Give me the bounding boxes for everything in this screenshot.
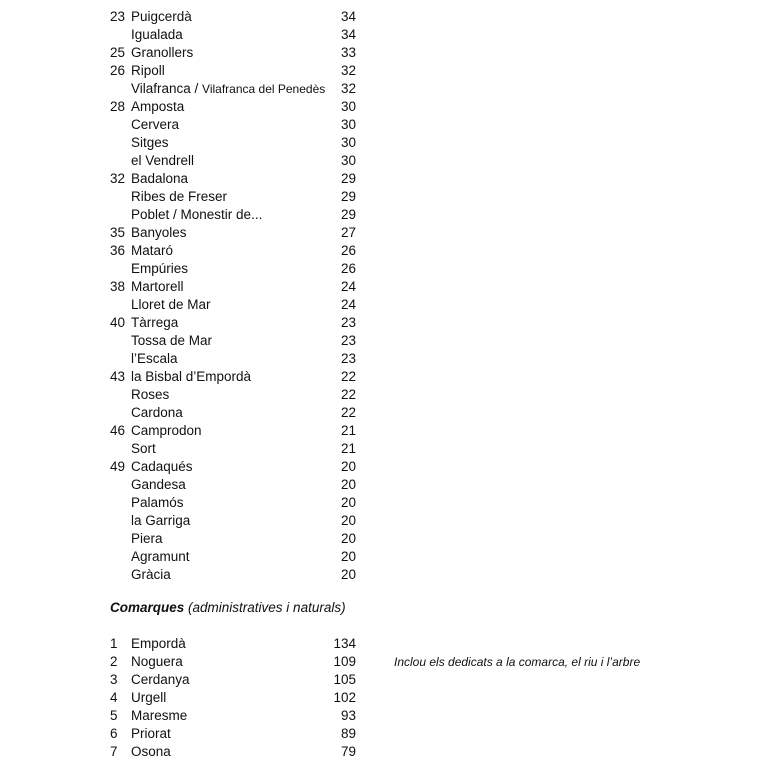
comarca-name: Empordà bbox=[131, 636, 186, 651]
rank: 25 bbox=[110, 45, 126, 60]
count: 29 bbox=[340, 171, 356, 186]
count: 32 bbox=[340, 81, 356, 96]
rank: 5 bbox=[110, 708, 118, 723]
count: 23 bbox=[340, 315, 356, 330]
count: 24 bbox=[340, 279, 356, 294]
list-item bbox=[0, 635, 783, 653]
rank: 32 bbox=[110, 171, 126, 186]
rank: 23 bbox=[110, 9, 126, 24]
town-name: la Bisbal d’Empordà bbox=[131, 369, 252, 384]
list-item bbox=[0, 44, 783, 62]
count: 34 bbox=[340, 9, 356, 24]
count: 22 bbox=[340, 405, 356, 420]
list-item bbox=[0, 26, 783, 44]
town-name: Ripoll bbox=[131, 63, 165, 78]
comarca-name: Cerdanya bbox=[131, 672, 190, 687]
rank: 28 bbox=[110, 99, 126, 114]
town-name: Igualada bbox=[131, 27, 183, 42]
rank: 35 bbox=[110, 225, 126, 240]
count: 134 bbox=[333, 636, 356, 651]
town-name: Lloret de Mar bbox=[131, 297, 211, 312]
town-name: Sort bbox=[131, 441, 156, 456]
town-name: el Vendrell bbox=[131, 153, 195, 168]
list-item bbox=[0, 98, 783, 116]
comarca-name: Maresme bbox=[131, 708, 188, 723]
comarca-name: Urgell bbox=[131, 690, 167, 705]
count: 29 bbox=[340, 207, 356, 222]
town-name: Puigcerdà bbox=[131, 9, 192, 24]
town-name: Piera bbox=[131, 531, 163, 546]
list-item bbox=[0, 494, 783, 512]
count: 32 bbox=[340, 63, 356, 78]
list-item bbox=[0, 404, 783, 422]
town-name: Granollers bbox=[131, 45, 194, 60]
comarca-name: Noguera bbox=[131, 654, 183, 669]
list-item bbox=[0, 242, 783, 260]
town-name: Banyoles bbox=[131, 225, 187, 240]
rank: 26 bbox=[110, 63, 126, 78]
count: 22 bbox=[340, 369, 356, 384]
rank: 43 bbox=[110, 369, 126, 384]
count: 26 bbox=[340, 243, 356, 258]
town-name: Tossa de Mar bbox=[131, 333, 213, 348]
comarca-name: Osona bbox=[131, 744, 171, 759]
count: 20 bbox=[340, 513, 356, 528]
count: 89 bbox=[340, 726, 356, 741]
rank: 6 bbox=[110, 726, 118, 741]
town-name: Palamós bbox=[131, 495, 184, 510]
list-item bbox=[0, 332, 783, 350]
list-item bbox=[0, 152, 783, 170]
list-item bbox=[0, 224, 783, 242]
count: 20 bbox=[340, 531, 356, 546]
count: 30 bbox=[340, 117, 356, 132]
list-item bbox=[0, 566, 783, 584]
list-item bbox=[0, 725, 783, 743]
list-item bbox=[0, 458, 783, 476]
town-name: Tàrrega bbox=[131, 315, 179, 330]
count: 20 bbox=[340, 477, 356, 492]
rank: 46 bbox=[110, 423, 126, 438]
town-name: Gràcia bbox=[131, 567, 171, 582]
list-item bbox=[0, 707, 783, 725]
town-name: Sitges bbox=[131, 135, 169, 150]
list-item bbox=[0, 671, 783, 689]
section-heading: Comarques (administratives i naturals) bbox=[110, 600, 346, 615]
count: 23 bbox=[340, 351, 356, 366]
comarca-name: Priorat bbox=[131, 726, 171, 741]
count: 20 bbox=[340, 459, 356, 474]
count: 34 bbox=[340, 27, 356, 42]
count: 20 bbox=[340, 549, 356, 564]
list-item bbox=[0, 743, 783, 761]
count: 93 bbox=[340, 708, 356, 723]
town-name: Cadaqués bbox=[131, 459, 193, 474]
list-item bbox=[0, 62, 783, 80]
list-item bbox=[0, 260, 783, 278]
count: 24 bbox=[340, 297, 356, 312]
town-name: Vilafranca / Vilafranca del Penedès bbox=[131, 81, 326, 96]
town-name: l’Escala bbox=[131, 351, 178, 366]
town-name: Poblet / Monestir de... bbox=[131, 207, 263, 222]
count: 21 bbox=[340, 423, 356, 438]
town-name: la Garriga bbox=[131, 513, 191, 528]
list-item bbox=[0, 422, 783, 440]
count: 33 bbox=[340, 45, 356, 60]
town-name: Cardona bbox=[131, 405, 183, 420]
list-item bbox=[0, 653, 783, 671]
count: 20 bbox=[340, 567, 356, 582]
rank: 4 bbox=[110, 690, 118, 705]
list-item bbox=[0, 368, 783, 386]
town-name: Agramunt bbox=[131, 549, 190, 564]
count: 105 bbox=[333, 672, 356, 687]
rank: 36 bbox=[110, 243, 126, 258]
rank: 40 bbox=[110, 315, 126, 330]
list-item bbox=[0, 134, 783, 152]
town-name: Martorell bbox=[131, 279, 184, 294]
list-item bbox=[0, 512, 783, 530]
rank: 7 bbox=[110, 744, 118, 759]
list-item bbox=[0, 206, 783, 224]
town-name: Badalona bbox=[131, 171, 189, 186]
town-name: Mataró bbox=[131, 243, 174, 258]
list-item bbox=[0, 8, 783, 26]
town-name: Ribes de Freser bbox=[131, 189, 228, 204]
rank: 1 bbox=[110, 636, 118, 651]
town-name: Cervera bbox=[131, 117, 180, 132]
town-name: Amposta bbox=[131, 99, 185, 114]
list-item bbox=[0, 476, 783, 494]
count: 30 bbox=[340, 135, 356, 150]
list-item bbox=[0, 188, 783, 206]
count: 26 bbox=[340, 261, 356, 276]
count: 30 bbox=[340, 153, 356, 168]
list-item bbox=[0, 278, 783, 296]
list-item bbox=[0, 386, 783, 404]
town-name: Gandesa bbox=[131, 477, 186, 492]
count: 30 bbox=[340, 99, 356, 114]
list-item bbox=[0, 314, 783, 332]
count: 20 bbox=[340, 495, 356, 510]
list-item bbox=[0, 440, 783, 458]
rank: 3 bbox=[110, 672, 118, 687]
rank: 49 bbox=[110, 459, 126, 474]
note: Inclou els dedicats a la comarca, el riu i l’arbre bbox=[394, 655, 641, 669]
list-item bbox=[0, 689, 783, 707]
rank: 2 bbox=[110, 654, 118, 669]
town-name: Empúries bbox=[131, 261, 189, 276]
count: 29 bbox=[340, 189, 356, 204]
town-name: Roses bbox=[131, 387, 170, 402]
list-item bbox=[0, 170, 783, 188]
list-item bbox=[0, 80, 783, 98]
count: 102 bbox=[333, 690, 356, 705]
count: 22 bbox=[340, 387, 356, 402]
count: 23 bbox=[340, 333, 356, 348]
count: 27 bbox=[340, 225, 356, 240]
count: 79 bbox=[340, 744, 356, 759]
list-item bbox=[0, 296, 783, 314]
town-name: Camprodon bbox=[131, 423, 202, 438]
rank: 38 bbox=[110, 279, 126, 294]
list-item bbox=[0, 548, 783, 566]
count: 21 bbox=[340, 441, 356, 456]
list-item bbox=[0, 116, 783, 134]
count: 109 bbox=[333, 654, 356, 669]
list-item bbox=[0, 350, 783, 368]
list-item bbox=[0, 530, 783, 548]
